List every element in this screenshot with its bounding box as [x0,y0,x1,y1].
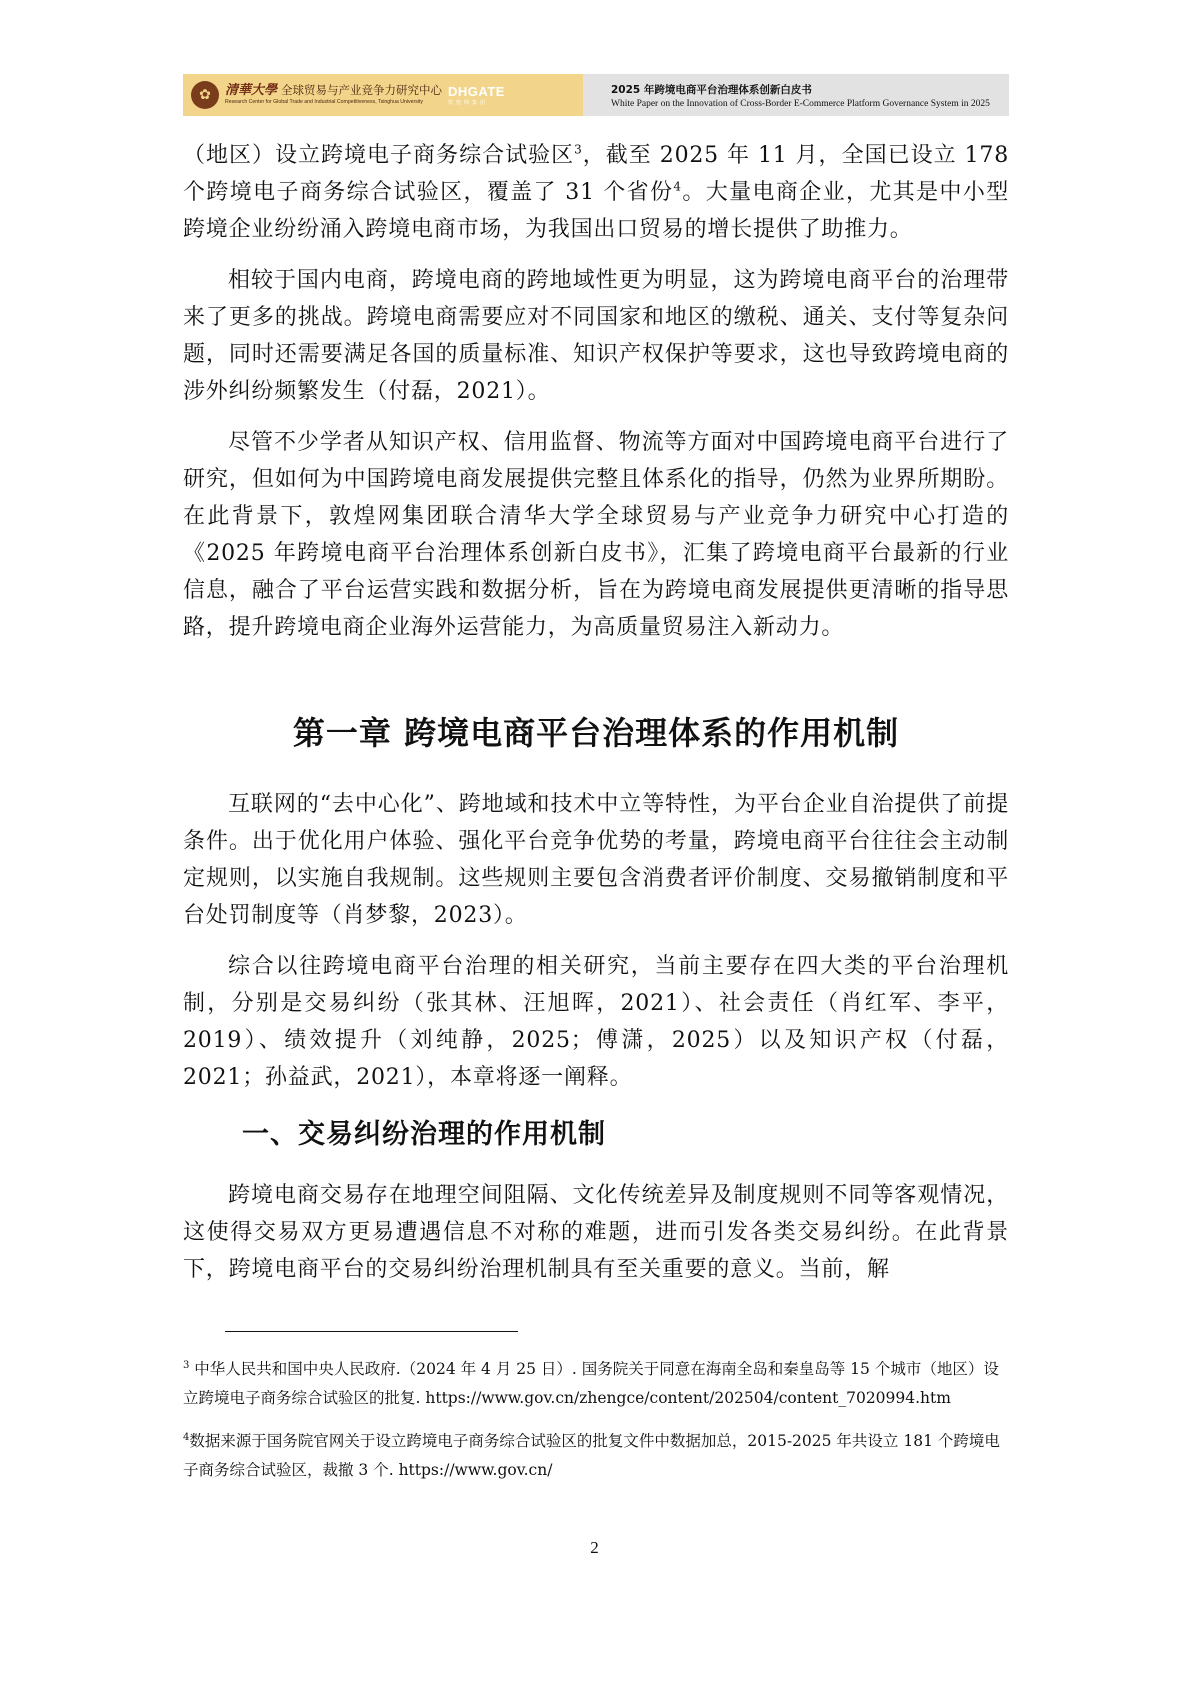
header-title-block [583,74,1009,116]
dhgate-wordmark: DHGATE [448,84,505,99]
whitepaper-title-cn: 2025 年跨境电商平台治理体系创新白皮书 [611,83,812,96]
footnotes [183,1351,1009,1495]
tsinghua-seal-icon: ✿ [191,81,219,109]
footnote-ref[interactable]: 4 [673,179,682,194]
section-title: 一、交易纠纷治理的作用机制 [242,1119,606,1150]
paragraph: 跨境电商交易存在地理空间阻隔、文化传统差异及制度规则不同等客观情况，这使得交易双方更易遭遇信息不对称的难题，进而引发各类交易纠纷。在此背景下，跨境电商平台的交易纠纷治理机制具有至关重要的意义。当前，解 [183,1183,1009,1282]
chapter-text [183,786,1009,1110]
tsinghua-logo [225,84,442,105]
section-text [183,1177,1009,1302]
header-logos [183,74,583,116]
footnote-mark: 3 [183,1360,190,1371]
footnote-mark: 4 [183,1432,190,1444]
intro-text [183,137,1009,660]
dhgate-subtitle: 敦煌网集团 [448,100,489,106]
page-number: 2 [590,1538,599,1557]
paragraph: 综合以往跨境电商平台治理的相关研究，当前主要存在四大类的平台治理机制，分别是交易纠纷（张其林、汪旭晖，2021）、社会责任（肖红军、李平，2019）、绩效提升（刘纯静，2025；傅潇，2025）以及知识产权（付磊，2021；孙益武，2021），本章将逐一阐释。 [183,954,1009,1090]
paragraph: 互联网的“去中心化”、跨地域和技术中立等特性，为平台企业自治提供了前提条件。出于优化用户体验、强化平台竞争优势的考量，跨境电商平台往往会主动制定规则，以实施自我规制。这些规则主要包含消费者评价制度、交易撤销制度和平台处罚制度等（肖梦黎，2023）。 [183,792,1009,928]
page-header [183,74,1009,116]
paragraph: （地区）设立跨境电子商务综合试验区$^3$，截至 2025 年 11 月，全国已设立 178 个跨境电子商务综合试验区，覆盖了 31 个省份$^4$。大量电商企业，尤其是中小型跨境企业纷纷涌入跨境电商市场，为我国出口贸易的增长提供了助推力。 [183,142,1010,242]
footnote-ref[interactable]: 3 [574,142,583,157]
research-center-name: 全球贸易与产业竞争力研究中心 [281,83,443,98]
paragraph: 尽管不少学者从知识产权、信用监督、物流等方面对中国跨境电商平台进行了研究，但如何为中国跨境电商发展提供完整且体系化的指导，仍然为业界所期盼。在此背景下，敦煌网集团联合清华大学全球贸易与产业竞争力研究中心打造的《2025 年跨境电商平台治理体系创新白皮书》，汇集了跨境电商平台最新的行业信息，融合了平台运营实践和数据分析，旨在为跨境电商发展提供更清晰的指导思路，提升跨境电商企业海外运营能力，为高质量贸易注入新动力。 [183,430,1009,640]
chapter-title: 第一章 跨境电商平台治理体系的作用机制 [292,714,900,752]
footnote-divider [225,1331,518,1332]
whitepaper-title-en: White Paper on the Innovation of Cross-Border E-Commerce Platform Governance System in 2025 [611,98,990,109]
tsinghua-name: 清華大學 [225,83,278,99]
research-center-name-en: Research Center for Global Trade and Industrial Competitiveness, Tsinghua University [225,99,423,106]
paragraph: 相较于国内电商，跨境电商的跨地域性更为明显，这为跨境电商平台的治理带来了更多的挑战。跨境电商需要应对不同国家和地区的缴税、通关、支付等复杂问题，同时还需要满足各国的质量标准、知识产权保护等要求，这也导致跨境电商的涉外纠纷频繁发生（付磊，2021）。 [183,268,1009,404]
dhgate-logo [448,84,505,106]
footnote-item: $^3$ 中华人民共和国中央人民政府.（2024 年 4 月 25 日）. 国务院关于同意在海南全岛和秦皇岛等 15 个城市（地区）设立跨境电子商务综合试验区的批复. https://www.gov.cn/zhengce/content/202504/content_7020994.htm [183,1360,999,1408]
footnote-item: $^4$数据来源于国务院官网关于设立跨境电子商务综合试验区的批复文件中数据加总，2015-2025 年共设立 181 个跨境电子商务综合试验区，裁撤 3 个. https://www.gov.cn/ [183,1432,1000,1480]
